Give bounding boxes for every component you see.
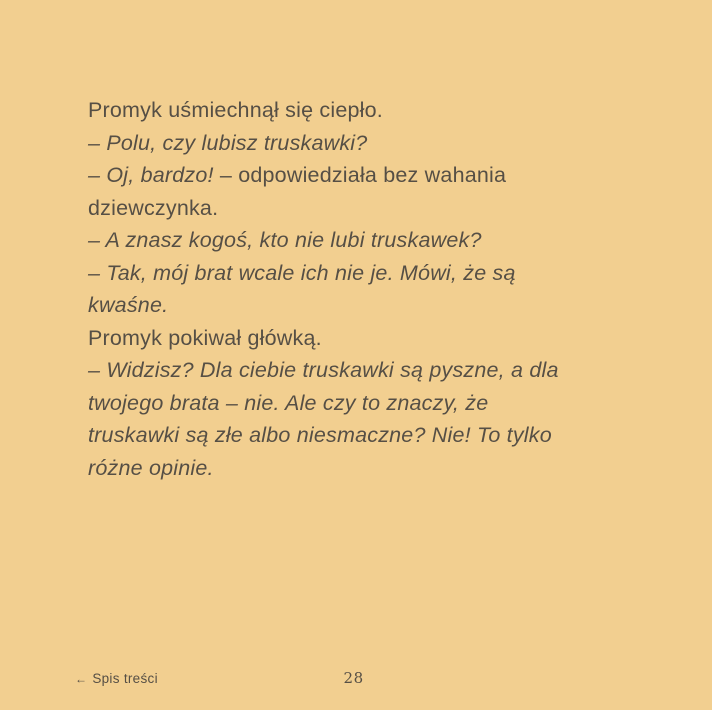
text-line [88,354,648,387]
text-line [88,419,648,452]
page-footer [0,668,712,694]
text-line [88,127,648,160]
text-line [88,192,648,225]
dialogue-segment: – A znasz kogoś, kto nie lubi truskawek? [88,228,482,252]
toc-link[interactable] [75,671,158,686]
narration-segment: Promyk uśmiechnął się ciepło. [88,98,383,122]
dialogue-segment: kwaśne. [88,293,169,317]
text-line [88,224,648,257]
page-number: 28 [343,669,364,687]
toc-label: Spis treści [92,671,158,686]
text-line [88,322,648,355]
text-line [88,452,648,485]
dialogue-segment: – Tak, mój brat wcale ich nie je. Mówi, że są [88,260,516,285]
text-line [88,257,648,290]
text-line [88,289,648,322]
dialogue-segment: – Polu, czy lubisz truskawki? [88,130,368,155]
narration-segment: dziewczynka. [88,195,219,220]
narration-segment: Promyk pokiwał główką. [88,325,322,350]
narration-segment: – odpowiedziała bez wahania [213,163,507,187]
story-text [88,94,648,484]
text-line [88,159,648,192]
dialogue-segment: – Oj, bardzo! [88,163,214,187]
text-line [88,94,648,127]
left-arrow-icon: ← [75,672,88,686]
dialogue-segment: twojego brata – nie. Ale czy to znaczy, że [88,390,489,415]
dialogue-segment: truskawki są złe albo niesmaczne? Nie! To tylko [88,423,552,447]
dialogue-segment: – Widzisz? Dla ciebie truskawki są pyszne, a dla [88,358,559,382]
dialogue-segment: różne opinie. [88,455,214,480]
text-line [88,387,648,420]
